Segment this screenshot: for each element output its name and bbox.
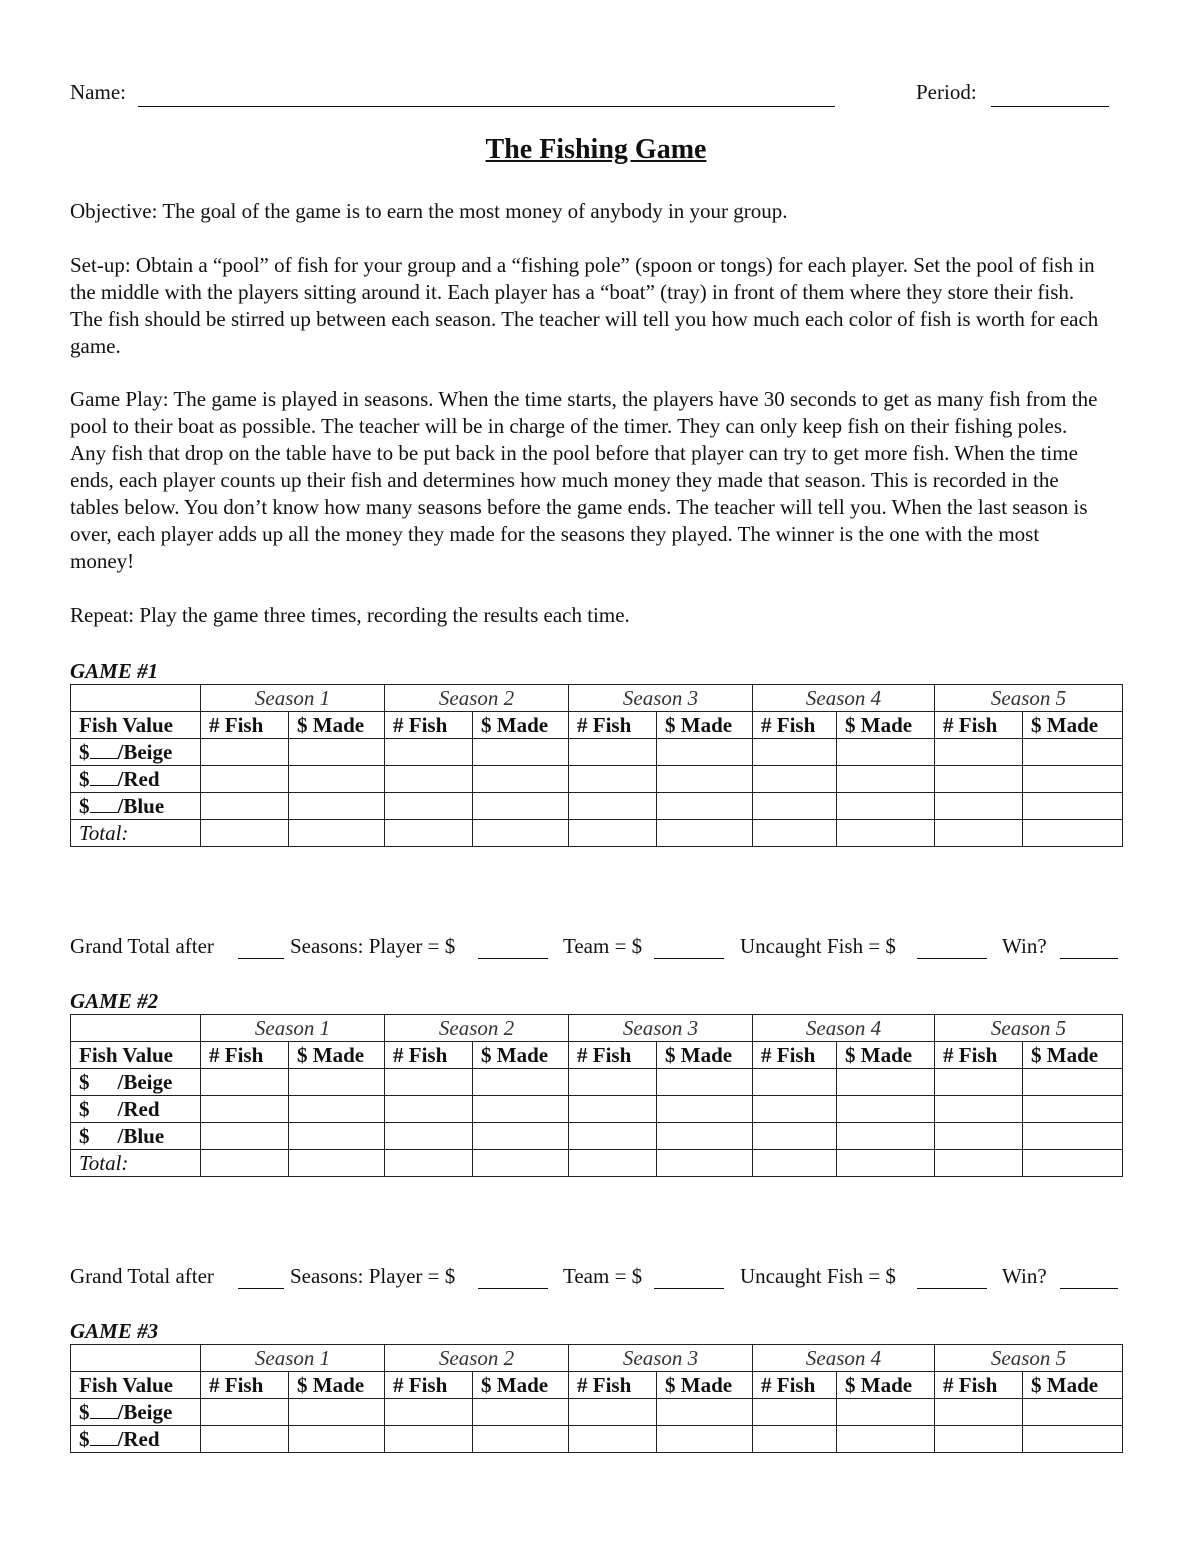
entry-cell[interactable]	[657, 1096, 753, 1123]
blue-label: $ /Blue	[71, 1123, 201, 1150]
entry-cell[interactable]	[289, 1123, 385, 1150]
entry-cell[interactable]	[935, 1123, 1023, 1150]
entry-cell[interactable]	[753, 1426, 837, 1453]
grand-total-after-label: Grand Total after	[70, 934, 214, 958]
num-fish-header: # Fish	[569, 1372, 657, 1399]
season-4-header: Season 4	[753, 685, 935, 712]
entry-cell[interactable]	[473, 1096, 569, 1123]
win-field[interactable]	[1060, 1288, 1118, 1289]
entry-cell[interactable]	[753, 1123, 837, 1150]
season-4-header: Season 4	[753, 1015, 935, 1042]
entry-cell[interactable]	[385, 739, 473, 766]
game-label: GAME #3	[70, 1319, 159, 1343]
seasons-count-field[interactable]	[238, 958, 284, 959]
team-total-field[interactable]	[654, 958, 724, 959]
player-total-field[interactable]	[478, 1288, 548, 1289]
player-total-field[interactable]	[478, 958, 548, 959]
money-made-header: $ Made	[1023, 1042, 1123, 1069]
season-5-header: Season 5	[935, 1345, 1123, 1372]
entry-cell[interactable]	[837, 1069, 935, 1096]
name-field[interactable]	[138, 106, 835, 107]
entry-cell[interactable]	[569, 1399, 657, 1426]
money-made-header: $ Made	[657, 1372, 753, 1399]
game-label: GAME #1	[70, 659, 159, 683]
blue-label: $ /Blue	[71, 793, 201, 820]
entry-cell[interactable]	[935, 1069, 1023, 1096]
entry-cell[interactable]	[837, 1096, 935, 1123]
blue-row	[71, 793, 1123, 820]
column-header-row	[71, 1372, 1123, 1399]
gameplay-paragraph: Game Play: The game is played in seasons. When the time starts, the players have 30 seconds to get as many fish from the pool to their boat as possible. The teacher will be in charge of the timer. They can only keep fish on their fishing poles. Any fish that drop on the table have to be put back in the pool before that player can try to get more fish. When the time ends, each player counts up their fish and determines how much money they made that season. This is recorded in the tables below. You don’t know how many seasons before the game ends. The teacher will tell you. When the last season is over, each player adds up all the money they made for the seasons they played. The winner is the one with the most money!	[70, 387, 1098, 573]
num-fish-header: # Fish	[569, 1042, 657, 1069]
money-made-header: $ Made	[473, 1372, 569, 1399]
fish-value-header: Fish Value	[71, 712, 201, 739]
corner-cell	[71, 1345, 201, 1372]
money-made-header: $ Made	[1023, 1372, 1123, 1399]
entry-cell[interactable]	[201, 1399, 289, 1426]
team-label: Team = $	[563, 1264, 643, 1288]
red-row	[71, 766, 1123, 793]
period-field[interactable]	[991, 106, 1109, 107]
entry-cell[interactable]	[201, 820, 289, 847]
total-row	[71, 820, 1123, 847]
entry-cell[interactable]	[201, 1426, 289, 1453]
entry-cell[interactable]	[289, 793, 385, 820]
entry-cell[interactable]	[935, 1096, 1023, 1123]
season-4-header: Season 4	[753, 1345, 935, 1372]
entry-cell[interactable]	[473, 1069, 569, 1096]
red-value-blank[interactable]	[90, 1427, 118, 1446]
entry-cell[interactable]	[935, 793, 1023, 820]
entry-cell[interactable]	[569, 766, 657, 793]
seasons-player-label: Seasons: Player = $	[290, 934, 456, 958]
entry-cell[interactable]	[753, 820, 837, 847]
season-header-row	[71, 1015, 1123, 1042]
entry-cell[interactable]	[837, 739, 935, 766]
entry-cell[interactable]	[569, 793, 657, 820]
entry-cell[interactable]	[935, 766, 1023, 793]
entry-cell[interactable]	[1023, 1426, 1123, 1453]
num-fish-header: # Fish	[753, 1372, 837, 1399]
total-label: Total:	[71, 1150, 201, 1177]
grand-total-row-1	[70, 934, 1122, 964]
entry-cell[interactable]	[569, 1096, 657, 1123]
red-label: $ /Red	[71, 1096, 201, 1123]
corner-cell	[71, 1015, 201, 1042]
entry-cell[interactable]	[385, 1096, 473, 1123]
season-header-row	[71, 685, 1123, 712]
money-made-header: $ Made	[837, 1372, 935, 1399]
game-2-table	[70, 1014, 1123, 1177]
entry-cell[interactable]	[1023, 1096, 1123, 1123]
entry-cell[interactable]	[289, 766, 385, 793]
seasons-player-label: Seasons: Player = $	[290, 1264, 456, 1288]
entry-cell[interactable]	[837, 766, 935, 793]
entry-cell[interactable]	[201, 1123, 289, 1150]
season-2-header: Season 2	[385, 685, 569, 712]
entry-cell[interactable]	[935, 820, 1023, 847]
entry-cell[interactable]	[385, 1150, 473, 1177]
red-row	[71, 1426, 1123, 1453]
entry-cell[interactable]	[473, 820, 569, 847]
entry-cell[interactable]	[289, 1150, 385, 1177]
entry-cell[interactable]	[657, 820, 753, 847]
entry-cell[interactable]	[385, 1069, 473, 1096]
entry-cell[interactable]	[473, 1150, 569, 1177]
entry-cell[interactable]	[657, 1150, 753, 1177]
objective-paragraph: Objective: The goal of the game is to earn the most money of anybody in your group.	[70, 199, 788, 223]
beige-label: $ /Beige	[71, 1069, 201, 1096]
entry-cell[interactable]	[837, 1123, 935, 1150]
num-fish-header: # Fish	[385, 712, 473, 739]
game-1-table	[70, 684, 1123, 847]
entry-cell[interactable]	[569, 1426, 657, 1453]
fish-value-header: Fish Value	[71, 1372, 201, 1399]
seasons-count-field[interactable]	[238, 1288, 284, 1289]
total-row	[71, 1150, 1123, 1177]
entry-cell[interactable]	[289, 1069, 385, 1096]
entry-cell[interactable]	[385, 820, 473, 847]
entry-cell[interactable]	[753, 739, 837, 766]
entry-cell[interactable]	[569, 1069, 657, 1096]
beige-label: $ /Beige	[71, 1399, 201, 1426]
season-1-header: Season 1	[201, 685, 385, 712]
setup-paragraph: Set-up: Obtain a “pool” of fish for your group and a “fishing pole” (spoon or tongs) for each player. Set the pool of fish in the middle with the players sitting around it. Each player has a “boat” (tray) in front of them where they store their fish. The fish should be stirred up between each season. The teacher will tell you how much each color of fish is worth for each game.	[70, 253, 1099, 358]
entry-cell[interactable]	[753, 1069, 837, 1096]
entry-cell[interactable]	[289, 739, 385, 766]
money-made-header: $ Made	[657, 1042, 753, 1069]
entry-cell[interactable]	[837, 1399, 935, 1426]
repeat-paragraph: Repeat: Play the game three times, recording the results each time.	[70, 603, 630, 627]
page-title: The Fishing Game	[485, 134, 707, 165]
money-made-header: $ Made	[473, 1042, 569, 1069]
entry-cell[interactable]	[385, 1426, 473, 1453]
blue-row	[71, 1123, 1123, 1150]
entry-cell[interactable]	[569, 1123, 657, 1150]
win-label: Win?	[1002, 1264, 1047, 1288]
entry-cell[interactable]	[385, 1399, 473, 1426]
entry-cell[interactable]	[837, 1426, 935, 1453]
entry-cell[interactable]	[1023, 1399, 1123, 1426]
column-header-row	[71, 712, 1123, 739]
num-fish-header: # Fish	[569, 712, 657, 739]
column-header-row	[71, 1042, 1123, 1069]
entry-cell[interactable]	[289, 820, 385, 847]
money-made-header: $ Made	[837, 1042, 935, 1069]
season-2-header: Season 2	[385, 1345, 569, 1372]
game-1-section	[70, 658, 1122, 847]
entry-cell[interactable]	[1023, 793, 1123, 820]
entry-cell[interactable]	[1023, 739, 1123, 766]
entry-cell[interactable]	[1023, 1069, 1123, 1096]
num-fish-header: # Fish	[385, 1042, 473, 1069]
num-fish-header: # Fish	[935, 1042, 1023, 1069]
grand-total-row-2	[70, 1264, 1122, 1294]
entry-cell[interactable]	[385, 766, 473, 793]
entry-cell[interactable]	[935, 1399, 1023, 1426]
uncaught-total-field[interactable]	[917, 1288, 987, 1289]
team-total-field[interactable]	[654, 1288, 724, 1289]
entry-cell[interactable]	[1023, 1150, 1123, 1177]
entry-cell[interactable]	[1023, 766, 1123, 793]
uncaught-total-field[interactable]	[917, 958, 987, 959]
money-made-header: $ Made	[473, 712, 569, 739]
entry-cell[interactable]	[201, 1069, 289, 1096]
num-fish-header: # Fish	[935, 712, 1023, 739]
entry-cell[interactable]	[935, 1426, 1023, 1453]
name-label: Name:	[70, 80, 126, 104]
red-label: $ /Red	[71, 1426, 201, 1453]
entry-cell[interactable]	[473, 1123, 569, 1150]
money-made-header: $ Made	[657, 712, 753, 739]
entry-cell[interactable]	[837, 793, 935, 820]
season-5-header: Season 5	[935, 1015, 1123, 1042]
entry-cell[interactable]	[289, 1426, 385, 1453]
entry-cell[interactable]	[201, 766, 289, 793]
corner-cell	[71, 685, 201, 712]
entry-cell[interactable]	[753, 793, 837, 820]
entry-cell[interactable]	[201, 793, 289, 820]
season-5-header: Season 5	[935, 685, 1123, 712]
entry-cell[interactable]	[201, 739, 289, 766]
red-row	[71, 1096, 1123, 1123]
num-fish-header: # Fish	[753, 1042, 837, 1069]
season-header-row	[71, 1345, 1123, 1372]
season-1-header: Season 1	[201, 1015, 385, 1042]
fish-value-header: Fish Value	[71, 1042, 201, 1069]
red-value-blank[interactable]	[90, 767, 118, 786]
season-3-header: Season 3	[569, 1345, 753, 1372]
win-field[interactable]	[1060, 958, 1118, 959]
header-row	[70, 80, 1122, 110]
entry-cell[interactable]	[657, 766, 753, 793]
entry-cell[interactable]	[569, 1150, 657, 1177]
entry-cell[interactable]	[289, 1399, 385, 1426]
money-made-header: $ Made	[837, 712, 935, 739]
entry-cell[interactable]	[657, 1426, 753, 1453]
entry-cell[interactable]	[1023, 820, 1123, 847]
beige-value-blank[interactable]	[90, 740, 118, 759]
entry-cell[interactable]	[473, 1426, 569, 1453]
entry-cell[interactable]	[473, 739, 569, 766]
entry-cell[interactable]	[657, 793, 753, 820]
num-fish-header: # Fish	[201, 1372, 289, 1399]
season-1-header: Season 1	[201, 1345, 385, 1372]
num-fish-header: # Fish	[753, 712, 837, 739]
entry-cell[interactable]	[753, 1096, 837, 1123]
num-fish-header: # Fish	[385, 1372, 473, 1399]
entry-cell[interactable]	[935, 739, 1023, 766]
money-made-header: $ Made	[289, 712, 385, 739]
game-2-section	[70, 988, 1122, 1177]
beige-value-blank[interactable]	[90, 1400, 118, 1419]
season-3-header: Season 3	[569, 685, 753, 712]
season-3-header: Season 3	[569, 1015, 753, 1042]
num-fish-header: # Fish	[201, 712, 289, 739]
red-label: $ /Red	[71, 766, 201, 793]
blue-value-blank[interactable]	[90, 794, 118, 813]
uncaught-label: Uncaught Fish = $	[740, 934, 896, 958]
entry-cell[interactable]	[753, 766, 837, 793]
game-3-section	[70, 1318, 1122, 1453]
entry-cell[interactable]	[569, 820, 657, 847]
num-fish-header: # Fish	[935, 1372, 1023, 1399]
entry-cell[interactable]	[935, 1150, 1023, 1177]
beige-label: $ /Beige	[71, 739, 201, 766]
period-label: Period:	[916, 80, 977, 104]
entry-cell[interactable]	[657, 1069, 753, 1096]
season-2-header: Season 2	[385, 1015, 569, 1042]
entry-cell[interactable]	[569, 739, 657, 766]
entry-cell[interactable]	[657, 739, 753, 766]
beige-row	[71, 739, 1123, 766]
entry-cell[interactable]	[657, 1399, 753, 1426]
total-label: Total:	[71, 820, 201, 847]
num-fish-header: # Fish	[201, 1042, 289, 1069]
entry-cell[interactable]	[837, 1150, 935, 1177]
money-made-header: $ Made	[289, 1372, 385, 1399]
entry-cell[interactable]	[289, 1096, 385, 1123]
entry-cell[interactable]	[385, 1123, 473, 1150]
money-made-header: $ Made	[1023, 712, 1123, 739]
entry-cell[interactable]	[201, 1150, 289, 1177]
money-made-header: $ Made	[289, 1042, 385, 1069]
entry-cell[interactable]	[385, 793, 473, 820]
grand-total-after-label: Grand Total after	[70, 1264, 214, 1288]
beige-row	[71, 1399, 1123, 1426]
win-label: Win?	[1002, 934, 1047, 958]
game-3-table	[70, 1344, 1123, 1453]
beige-row	[71, 1069, 1123, 1096]
entry-cell[interactable]	[473, 1399, 569, 1426]
uncaught-label: Uncaught Fish = $	[740, 1264, 896, 1288]
entry-cell[interactable]	[753, 1150, 837, 1177]
entry-cell[interactable]	[753, 1399, 837, 1426]
team-label: Team = $	[563, 934, 643, 958]
entry-cell[interactable]	[201, 1096, 289, 1123]
entry-cell[interactable]	[837, 820, 935, 847]
entry-cell[interactable]	[1023, 1123, 1123, 1150]
game-label: GAME #2	[70, 989, 159, 1013]
entry-cell[interactable]	[473, 793, 569, 820]
entry-cell[interactable]	[473, 766, 569, 793]
entry-cell[interactable]	[657, 1123, 753, 1150]
